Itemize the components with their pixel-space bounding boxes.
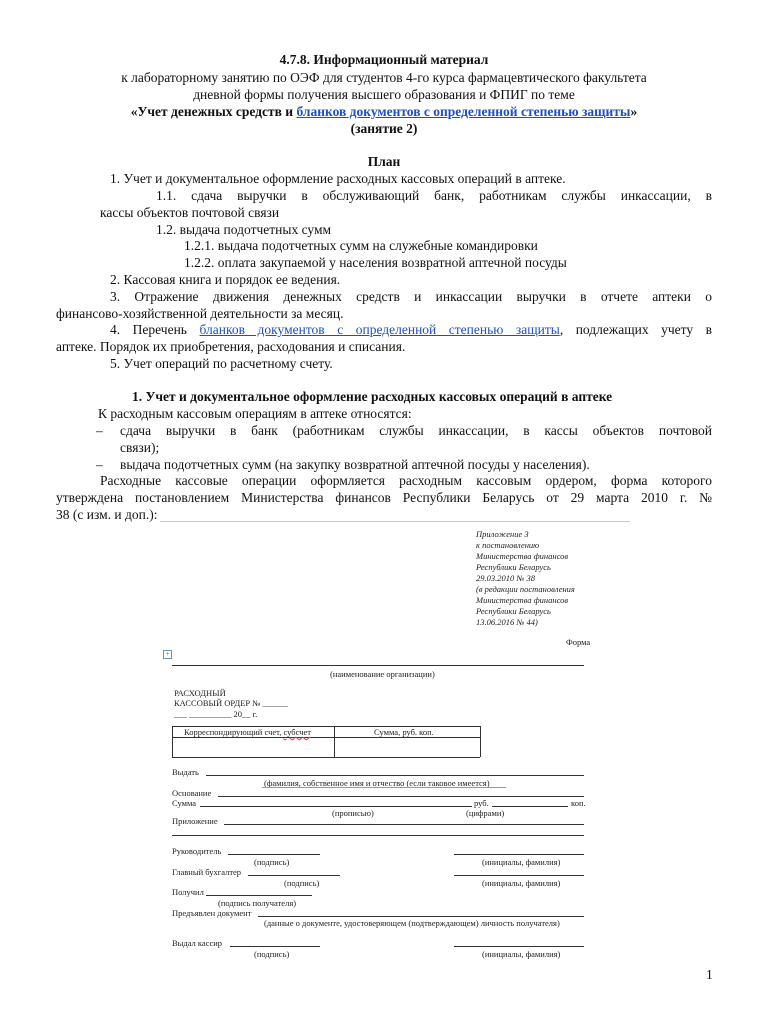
appendix-line: 13.06.2016 № 44) (476, 617, 538, 627)
plan-item: 5. Учет операций по расчетному счету. (110, 356, 333, 371)
field-line[interactable] (200, 806, 472, 807)
appendix-line: Республики Беларусь (476, 606, 551, 616)
appendix-line: (в редакции постановления (476, 584, 575, 594)
field-label-summa: Сумма (172, 798, 197, 808)
initsialy-caption: (инициалы, фамилия) (482, 949, 561, 959)
field-line[interactable] (224, 824, 584, 825)
field-label-rukovoditel: Руководитель (172, 846, 222, 856)
plan-heading: План (367, 154, 401, 169)
plan-item: 3. Отражение движения денежных средств и инкассации выручки в отчете аптеки о (110, 289, 712, 304)
plan-item-prefix: 4. Перечень (110, 322, 200, 337)
table-border (172, 737, 480, 738)
appendix-line: 29.03.2010 № 38 (476, 573, 536, 583)
topic-link[interactable]: бланков документов с определенной степенью защиты (296, 104, 631, 119)
signature-line[interactable] (454, 946, 584, 947)
signature-line[interactable] (248, 875, 340, 876)
doc-title: 4.7.8. Информационный материал (279, 52, 489, 67)
field-line[interactable] (206, 775, 584, 776)
form-top-border (160, 521, 630, 522)
field-label-kassir: Выдал кассир (172, 938, 223, 948)
podpis-caption: (подпись) (284, 878, 320, 888)
section-heading: 1. Учет и документальное оформление расходных кассовых операций в аптеке (132, 389, 613, 404)
doc-lesson: (занятие 2) (350, 121, 418, 136)
appendix-line: Министерства финансов (476, 595, 569, 605)
plan-item (110, 322, 712, 338)
section-intro: К расходным кассовым операциям в аптеке относятся: (98, 406, 412, 421)
signature-line[interactable] (454, 854, 584, 855)
doc-subtitle-line: к лабораторному занятию по ОЭФ для студентов 4-го курса фармацевтического факультета (121, 70, 647, 85)
doc-subtitle-line: дневной формы получения высшего образования и ФПИГ по теме (193, 87, 575, 102)
field-label-glavbuh: Главный бухгалтер (172, 867, 242, 877)
bullet-item: сдача выручки в банк (работникам службы инкассации, в кассы объектов почтовой (120, 423, 712, 438)
fio-caption: (фамилия, собственное имя и отчество (если таковое имеется) (264, 778, 490, 788)
table-header-account (184, 727, 311, 737)
plan-item: 2. Кассовая книга и порядок ее ведения. (110, 272, 341, 287)
initsialy-caption: (инициалы, фамилия) (482, 857, 561, 867)
form-title: РАСХОДНЫЙ (174, 688, 226, 698)
field-label-osnovanie: Основание (172, 788, 212, 798)
propisyu-caption: (прописью) (332, 808, 374, 818)
kop-label: коп. (571, 798, 586, 808)
org-line (172, 665, 584, 666)
appendix-line: Республики Беларусь (476, 562, 551, 572)
field-label-prilozhenie: Приложение (172, 816, 218, 826)
signature-line[interactable] (228, 854, 320, 855)
topic-suffix: » (630, 104, 638, 119)
org-caption: (наименование организации) (330, 669, 435, 679)
plan-item: финансово-хозяйственной деятельности за месяц. (56, 306, 344, 321)
table-border (480, 726, 481, 757)
plan-item: 1. Учет и документальное оформление расходных кассовых операций в аптеке. (110, 171, 566, 186)
plan-item: кассы объектов почтовой связи (100, 205, 280, 220)
podpis-caption: (подпись) (254, 857, 290, 867)
table-header-text: Корреспондирующий счет, (184, 727, 284, 737)
bullet-item: связи); (120, 440, 160, 455)
bullet-dash: – (96, 423, 103, 438)
paragraph-line: Расходные кассовые операции оформляется расходным кассовым ордером, форма которого (100, 473, 712, 488)
table-border (334, 726, 335, 757)
field-label-vydat: Выдать (172, 767, 199, 777)
topic-prefix: «Учет денежных средств и (130, 104, 297, 119)
table-border (172, 726, 173, 757)
plan-item: аптеке. Порядок их приобретения, расходования и списания. (56, 339, 406, 354)
signature-line[interactable] (206, 895, 312, 896)
podpis-poluch-caption: (подпись получателя) (218, 898, 297, 908)
plan-item: 1.2.1. выдача подотчетных сумм на служебные командировки (184, 238, 538, 253)
initsialy-caption: (инициалы, фамилия) (482, 878, 561, 888)
podpis-caption: (подпись) (254, 949, 290, 959)
field-line[interactable] (258, 916, 584, 917)
doc-topic (0, 104, 768, 120)
plan-item: 1.1. сдача выручки в обслуживающий банк, работникам службы инкассации, в (156, 188, 712, 203)
field-label-poluchil: Получил (172, 887, 204, 897)
table-header-sum: Сумма, руб. коп. (374, 727, 434, 737)
plan-item: 1.2.2. оплата закупаемой у населения возвратной аптечной посуды (184, 255, 567, 270)
table-header-text: субсчет (283, 727, 311, 737)
plan-item-suffix: , подлежащих учету в (559, 322, 713, 337)
plan-item-link[interactable]: бланков документов с определенной степенью защиты (199, 322, 560, 337)
signature-line[interactable] (454, 875, 584, 876)
appendix-line: к постановлению (476, 540, 540, 550)
bullet-item: выдача подотчетных сумм (на закупку возвратной аптечной посуды у населения). (120, 457, 590, 472)
paragraph-line: утверждена постановлением Министерства финансов Республики Беларусь от 29 марта 2010 г. № (56, 490, 712, 505)
caption-underline (262, 787, 506, 788)
rub-label: руб. (474, 798, 489, 808)
field-line[interactable] (492, 806, 568, 807)
ciframi-caption: (цифрами) (466, 808, 505, 818)
form-date: ___ __________ 20__ г. (174, 709, 258, 719)
signature-line[interactable] (230, 946, 320, 947)
appendix-line: Министерства финансов (476, 551, 569, 561)
form-label: Форма (566, 637, 591, 647)
table-anchor-icon[interactable]: + (163, 650, 172, 659)
page-number: 1 (706, 967, 713, 982)
appendix-line: Приложение 3 (476, 529, 529, 539)
form-title: КАССОВЫЙ ОРДЕР № ______ (174, 698, 289, 708)
plan-item: 1.2. выдача подотчетных сумм (156, 222, 332, 237)
table-border (172, 757, 480, 758)
field-label-predyavlen: Предъявлен документ (172, 908, 252, 918)
field-line[interactable] (218, 796, 584, 797)
field-line[interactable] (172, 835, 584, 836)
doc-caption: (данные о документе, удостоверяющем (подтверждающем) личность получателя) (264, 918, 560, 928)
bullet-dash: – (96, 457, 103, 472)
paragraph-line: 38 (с изм. и доп.): (56, 507, 158, 522)
